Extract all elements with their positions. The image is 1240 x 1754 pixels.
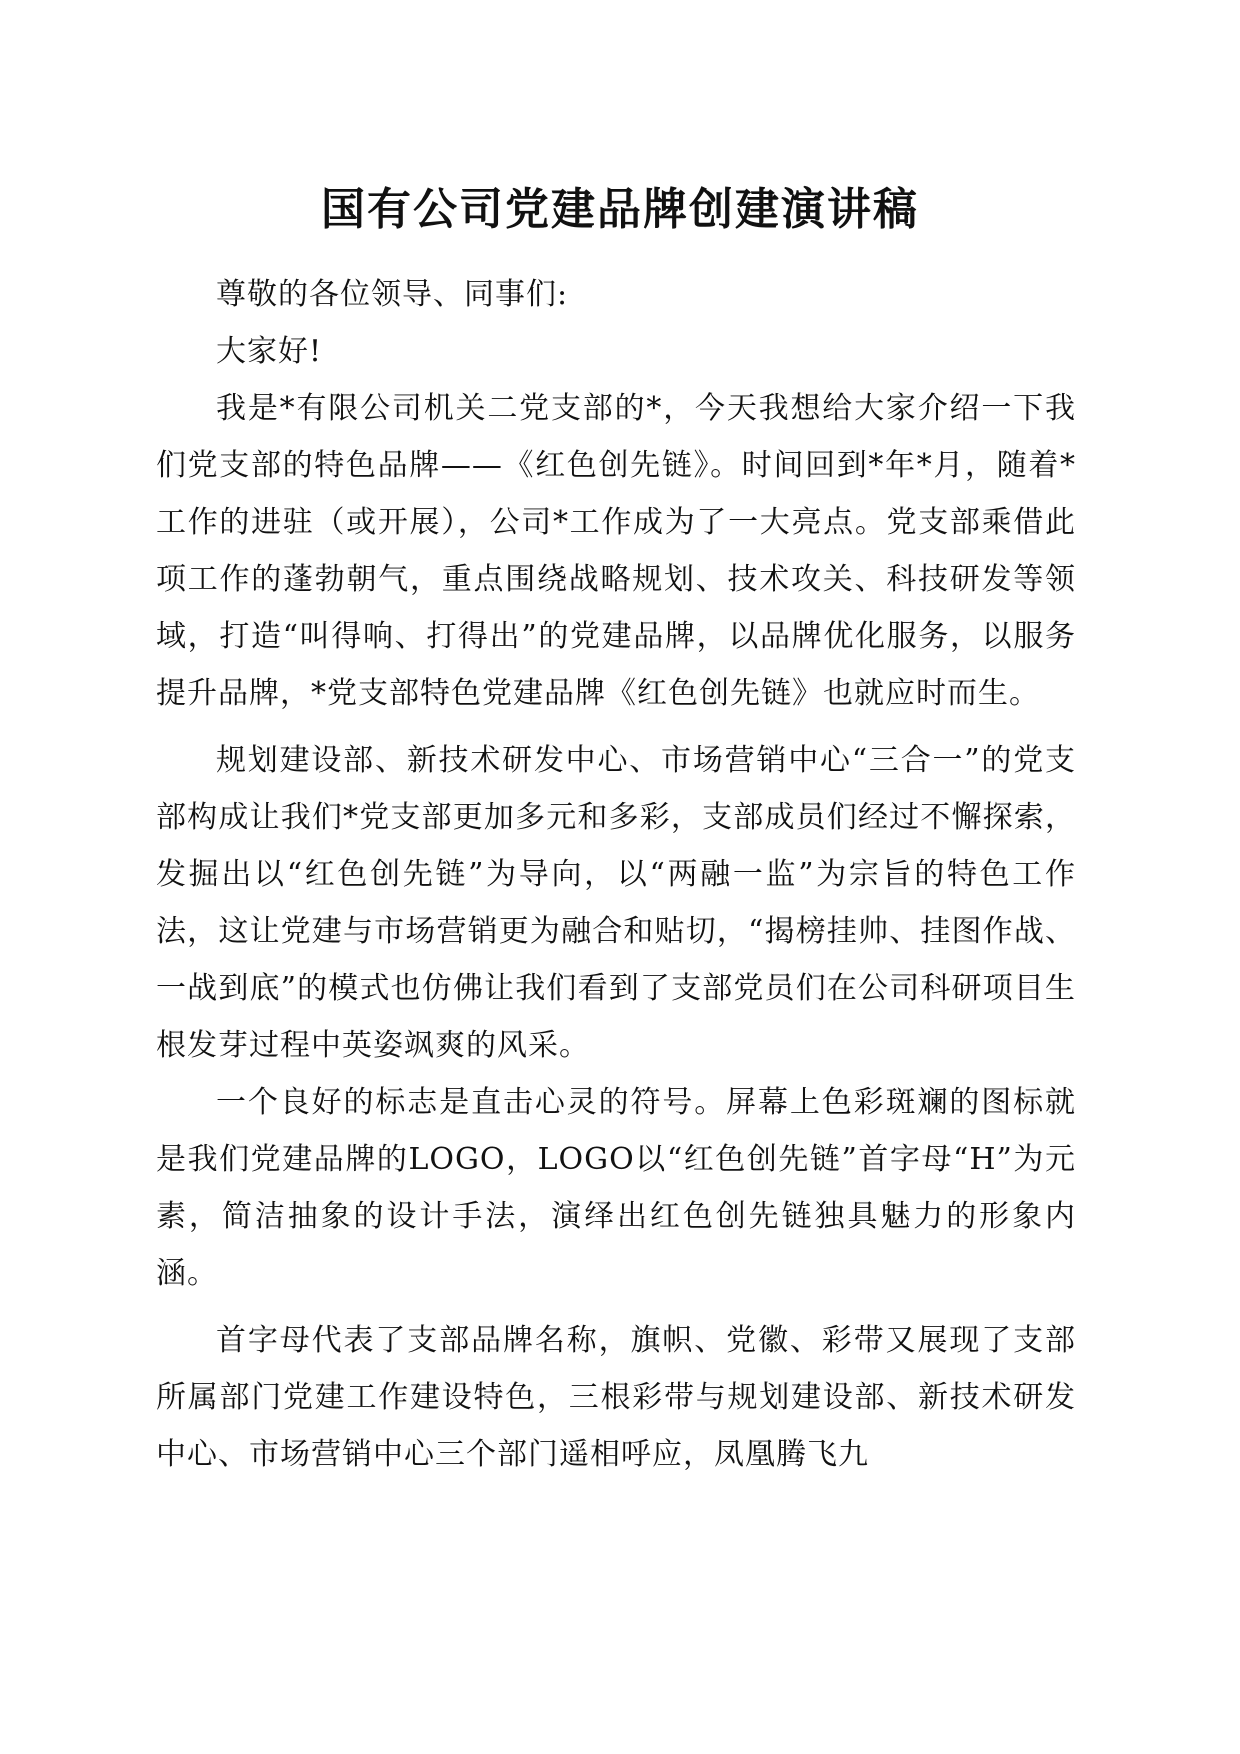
document-title: 国有公司党建品牌创建演讲稿 bbox=[321, 184, 919, 235]
salutation-paragraph: 尊敬的各位领导、同事们: bbox=[216, 277, 569, 312]
body-paragraph: 我是*有限公司机关二党支部的*，今天我想给大家介绍一下我们党支部的特色品牌——《红色创先链》。时间回到*年*月，随着*工作的进驻（或开展），公司*工作成为了一大亮点。党支部乘借此项工作的蓬勃朝气，重点围绕战略规划、技术攻关、科技研发等领域，打造“叫得响、打得出”的党建品牌，以品牌优化服务，以服务提升品牌，*党支部特色党建品牌《红色创先链》也就应时而生。 bbox=[156, 391, 1076, 711]
body-paragraph: 首字母代表了支部品牌名称，旗帜、党徽、彩带又展现了支部所属部门党建工作建设特色，三根彩带与规划建设部、新技术研发中心、市场营销中心三个部门遥相呼应，凤凰腾飞九 bbox=[156, 1323, 1076, 1472]
greeting-paragraph: 大家好! bbox=[216, 334, 323, 369]
body-paragraph: 一个良好的标志是直击心灵的符号。屏幕上色彩斑斓的图标就是我们党建品牌的LOGO，LOGO以“红色创先链”首字母“H”为元素，简洁抽象的设计手法，演绎出红色创先链独具魅力的形象内涵。 bbox=[156, 1085, 1076, 1291]
document-body bbox=[156, 266, 1076, 1483]
body-paragraph: 规划建设部、新技术研发中心、市场营销中心“三合一”的党支部构成让我们*党支部更加多元和多彩，支部成员们经过不懈探索，发掘出以“红色创先链”为导向，以“两融一监”为宗旨的特色工作法，这让党建与市场营销更为融合和贴切，“揭榜挂帅、挂图作战、一战到底”的模式也仿佛让我们看到了支部党员们在公司科研项目生根发芽过程中英姿飒爽的风采。 bbox=[156, 743, 1076, 1063]
